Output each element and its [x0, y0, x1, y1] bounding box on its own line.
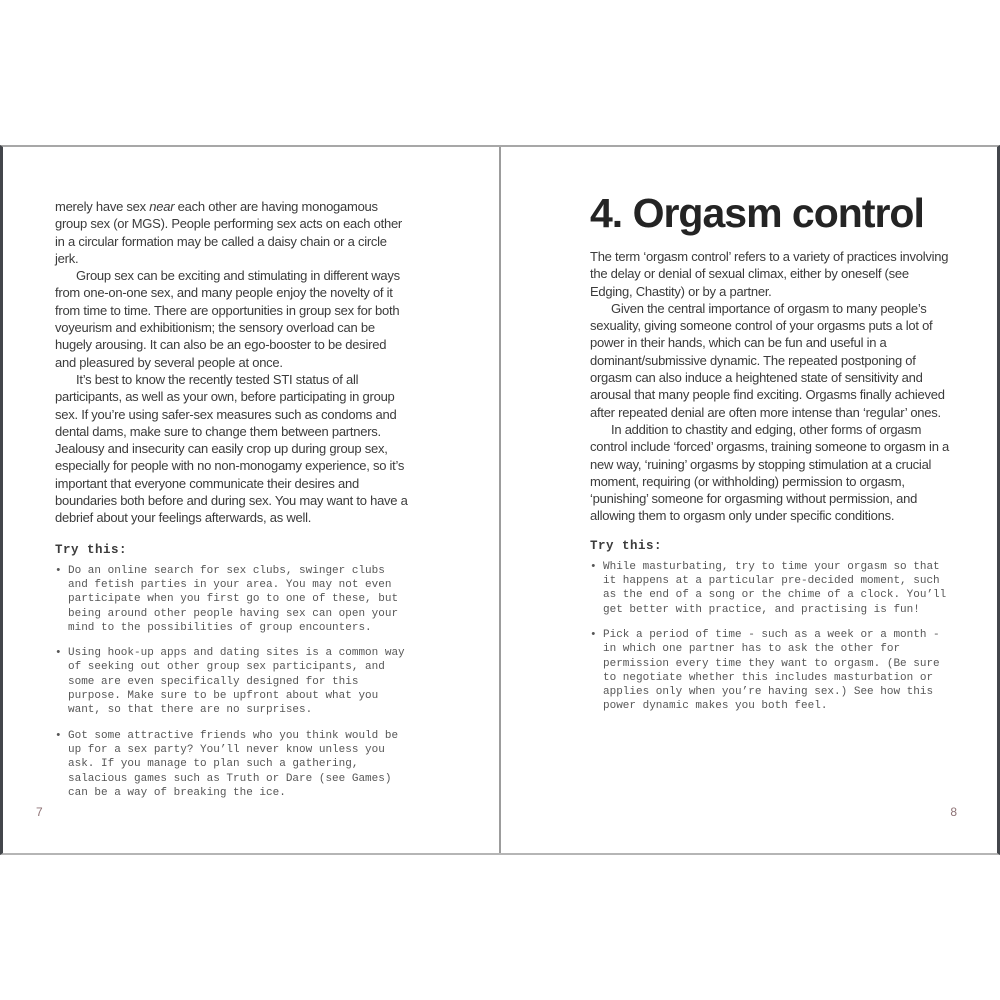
italic-word: near: [149, 199, 175, 214]
body-paragraph: [55, 198, 408, 267]
try-this-list: [590, 560, 949, 714]
body-paragraph: The term ‘orgasm control’ refers to a variety of practices involving the delay or denial of sexual climax, either by oneself (see Edging, Chastity) or by a partner.: [590, 249, 949, 299]
paragraph-text: merely have sex: [55, 199, 150, 214]
page-number: 7: [36, 805, 43, 819]
paragraph-text: each other are having monogamous group sex (or MGS). People performing sex acts on each other in a circular formation may be called a daisy chain or a circle jerk.: [55, 199, 403, 266]
chapter-heading: 4. Orgasm control: [590, 190, 924, 236]
body-paragraph: Group sex can be exciting and stimulating in different ways from one-on-one sex, and many people enjoy the novelty of it from time to time. There are opportunities in group sex for both voyeurism and exhibitionism; the sensory overload can be hugely arousing. It can also be an ego-booster to be desired and pleasured by several people at once.: [55, 268, 400, 370]
try-this-heading: Try this:: [590, 538, 663, 553]
page-left: [3, 147, 500, 853]
body-paragraph: It’s best to know the recently tested STI status of all participants, as well as your own, before participating in group sex. If you’re using safer-sex measures such as condoms and dental dams, make sure to change them between partners. Jealousy and insecurity can easily crop up during group sex, especially for people with no non-monogamy experience, so it’s important that everyone communicate their desires and boundaries both before and during sex. You may want to have a debrief about your feelings afterwards, as well.: [55, 371, 408, 526]
body-paragraph: Given the central importance of orgasm to many people’s sexuality, giving someone control of your orgasms puts a lot of power in their hands, which can be fun and useful in a dominant/submissive dynamic. The repeated postponing of orgasm can also induce a heightened state of sensitivity and arousal that many people find exciting. Orgasms finally achieved after repeated denial are often more intense than ‘regular’ ones.: [590, 300, 945, 420]
try-this-bullet: • Using hook-up apps and dating sites is a common way of seeking out other group sex participants, and some are even specifically designed for this purpose. Make sure to be upfront about what you want, so that there are no surprises.: [68, 646, 408, 717]
try-this-heading: Try this:: [55, 542, 128, 557]
page-gutter-divider: [499, 147, 501, 853]
body-paragraph: In addition to chastity and edging, other forms of orgasm control include ‘forced’ orgasms, training someone to orgasm in a new way, ‘ruining’ orgasms by stopping stimulation at a crucial moment, requiring (or withholding) permission to orgasm, ‘punishing’ someone for orgasming without permission, and allowing them to orgasm only under specific conditions.: [590, 421, 950, 524]
try-this-bullet: • Pick a period of time - such as a week or a month - in which one partner has to ask the other for permission every time they want to orgasm. (Be sure to negotiate whether this includes masturbation or applies only when you’re having sex.) See how this power dynamic makes you both feel.: [603, 628, 949, 714]
page-right: [500, 147, 997, 853]
book-spread: [0, 145, 1000, 855]
try-this-bullet: • Do an online search for sex clubs, swinger clubs and fetish parties in your area. You may not even participate when you first go to one of these, but being around other people having sex can open your mind to the possibilities of group encounters.: [68, 564, 408, 635]
try-this-list: [55, 564, 408, 800]
try-this-bullet: • Got some attractive friends who you think would be up for a sex party? You’ll never know unless you ask. If you manage to plan such a gathering, salacious games such as Truth or Dare (see Games) can be a way of breaking the ice.: [68, 729, 408, 800]
page-number: 8: [950, 805, 957, 819]
try-this-bullet: • While masturbating, try to time your orgasm so that it happens at a particular pre-decided moment, such as the end of a song or the chime of a clock. You’ll get better with practice, and practising is fun!: [603, 560, 949, 617]
